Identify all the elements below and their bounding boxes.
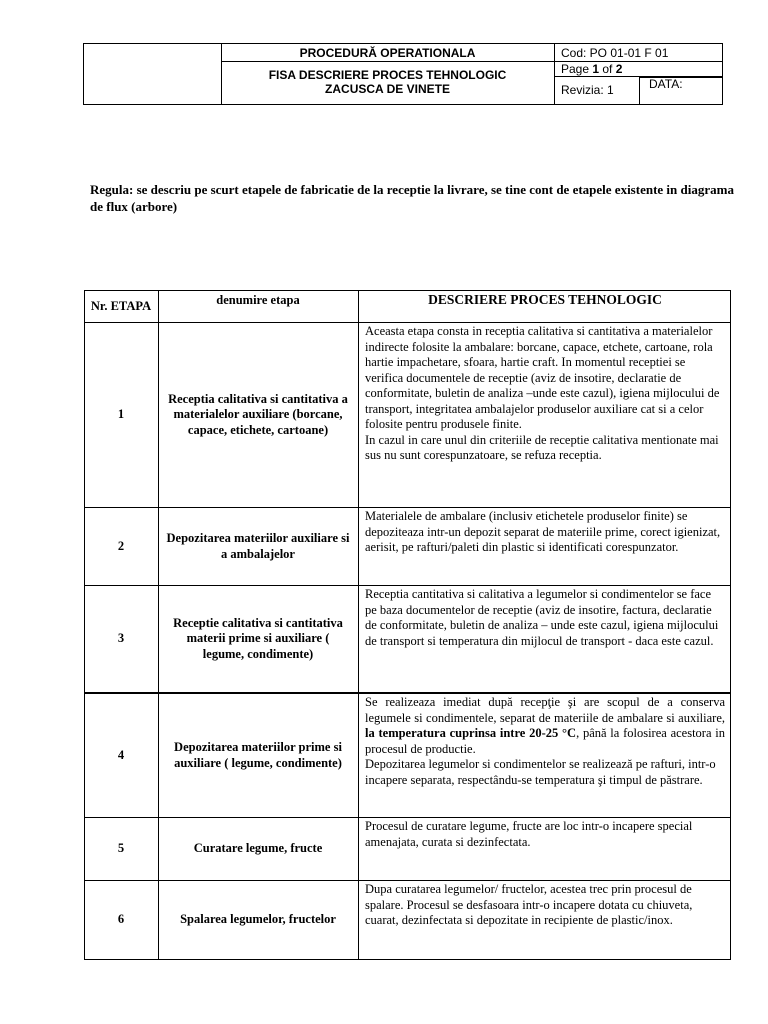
- rule-text: Regula: se descriu pe scurt etapele de fabricatie de la receptie la livrare, se tine cont de etapele existente in diagrama de flux (arbore): [90, 182, 734, 214]
- row-5-nr: 5: [117, 841, 125, 856]
- page-number: 1: [592, 62, 600, 76]
- row-4-desc-c: , până la folosirea acestora in procesul de productie.: [365, 726, 726, 756]
- document-title: [221, 68, 554, 96]
- row-1-description: [358, 324, 731, 464]
- process-table: [84, 290, 731, 960]
- row-4-name: Depozitarea materiilor prime si auxiliare ( legume, condimente): [174, 740, 342, 770]
- header-divider: [554, 76, 639, 77]
- row-1-nr: 1: [117, 407, 125, 422]
- row-3-nr: 3: [117, 631, 125, 646]
- row-3-description: Receptia cantitativa si calitativa a legumelor si condimentelor se face pe baza documentelor de receptie (aviz de insotire, factura, declaratie de conformitate, buletin de analiza – unde este cazul, igiena mijlocului de transport si temperatura din mijlocul de transport - daca este cazul.: [365, 587, 719, 648]
- row-1-description-p2: In cazul in care unul din criteriile de receptie calitativa mentionate mai sus nu sunt corespunzatoare, se refuza receptia.: [365, 432, 719, 462]
- header-denumire-etapa: denumire etapa: [216, 293, 300, 307]
- header-divider: [221, 61, 554, 62]
- header-nr-etapa: Nr. ETAPA: [90, 298, 152, 313]
- table-border: [84, 959, 731, 960]
- row-4-desc-temperature: la temperatura cuprinsa intre 20-25 °C: [365, 726, 577, 740]
- page-prefix: Page: [561, 62, 593, 76]
- row-6-description: Dupa curatarea legumelor/ fructelor, acestea trec prin procesul de spalare. Procesul se desfasoara intr-o incapere dotata cu chiuveta, cuarat, dezinfectata si depozitate in recipiente de plastic/inox.: [365, 882, 693, 927]
- row-6-nr: 6: [117, 912, 125, 927]
- document-header: [83, 43, 723, 105]
- row-4-desc-a: Se realizeaza imediat după recepţie şi are scopul de a conserva legumele si condimentele, separat de materiile de ambalare si auxiliare,: [365, 695, 725, 725]
- revision: Revizia: 1: [561, 83, 614, 97]
- row-4-description-p1: [365, 695, 725, 757]
- document-title-line2: ZACUSCA DE VINETE: [325, 82, 450, 96]
- header-divider: [554, 44, 555, 104]
- date-label: DATA:: [649, 77, 683, 91]
- page-total: 2: [615, 62, 623, 76]
- header-descriere: DESCRIERE PROCES TEHNOLOGIC: [428, 292, 662, 307]
- row-1-name: Receptia calitativa si cantitativa a materialelor auxiliare (borcane, capace, etichete, cartoane): [168, 391, 348, 437]
- document-code: Cod: PO 01-01 F 01: [561, 46, 669, 60]
- row-4-nr: 4: [117, 747, 125, 762]
- row-5-name: Curatare legume, fructe: [193, 841, 323, 856]
- page-of: of: [599, 62, 616, 76]
- row-4-description: [358, 695, 731, 788]
- row-5-description: Procesul de curatare legume, fructe are loc intr-o incapere special amenajata, curata si dezinfectata.: [365, 819, 693, 849]
- row-1-description-p1: Aceasta etapa consta in receptia calitativa si cantitativa a materialelor indirecte folosite la ambalare: borcane, capace, etchete, cartoane, rola hartie impachetare, sfoara, hartie craft. In momentul receptiei se verifica documentele de receptie (aviz de insotire, declaratie de conformitate, buletin de analiza –unde este cazul), igiena mijlocului de transport, integritatea ambalajelor produselor auxiliare cat si a celor folosite pentru produsele finite.: [365, 324, 720, 431]
- header-divider: [639, 76, 640, 104]
- row-3-name: Receptie calitativa si cantitativa materii prime si auxiliare ( legume, condimente): [173, 615, 343, 661]
- row-2-nr: 2: [117, 538, 125, 553]
- row-2-name: Depozitarea materiilor auxiliare si a ambalajelor: [166, 531, 350, 561]
- row-4-description-p2: Depozitarea legumelor si condimentelor se realizează pe rafturi, intr-o incapere separata, respectându-se temperatura şi timpul de păstrare.: [365, 757, 716, 787]
- page-indicator: [561, 62, 622, 76]
- row-6-name: Spalarea legumelor, fructelor: [180, 912, 336, 927]
- row-2-description: Materialele de ambalare (inclusiv etichetele produselor finite) se depoziteaza intr-un depozit separat de materiile prime, corect igienizat, aerisit, pe rafturi/paleti din plastic si identificati corespunzator.: [365, 509, 721, 554]
- procedure-title: PROCEDURĂ OPERATIONALA: [299, 46, 476, 60]
- document-title-line1: FISA DESCRIERE PROCES TEHNOLOGIC: [268, 68, 507, 82]
